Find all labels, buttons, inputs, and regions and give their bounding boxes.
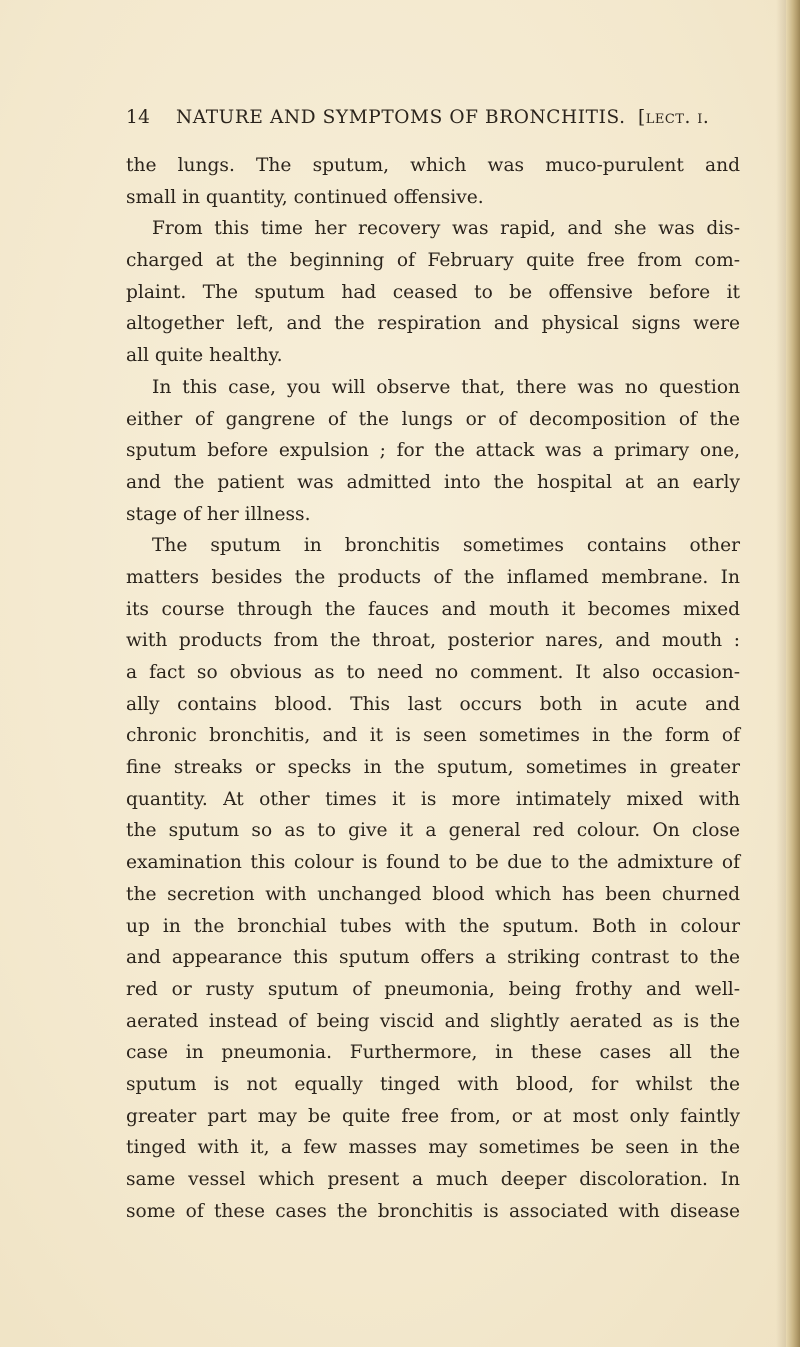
- text-line: the lungs. The sputum, which was muco-purulent and: [126, 155, 740, 176]
- text-line: greater part may be quite free from, or at most only faintly: [126, 1105, 740, 1127]
- text-line: tinged with it, a few masses may sometimes be seen in the: [126, 1137, 740, 1159]
- page-header: [126, 107, 741, 137]
- text-line: plaint. The sputum had ceased to be offensive before it: [126, 281, 740, 303]
- text-line: chronic bronchitis, and it is seen sometimes in the form of: [126, 725, 740, 747]
- text-line: with products from the throat, posterior nares, and mouth :: [126, 630, 740, 652]
- text-line: charged at the beginning of February quite free from com-: [126, 250, 740, 272]
- text-line: some of these cases the bronchitis is associated with disease: [126, 1200, 740, 1222]
- text-line: a fact so obvious as to need no comment. It also occasion-: [126, 662, 740, 683]
- text-line: same vessel which present a much deeper discoloration. In: [126, 1169, 740, 1190]
- text-line: its course through the fauces and mouth it becomes mixed: [126, 598, 740, 620]
- text-line: stage of her illness.: [126, 503, 311, 525]
- text-line: the sputum so as to give it a general red colour. On close: [126, 820, 740, 842]
- text-line: altogether left, and the respiration and physical signs were: [126, 313, 740, 335]
- lecture-marker: [lect. i.: [638, 107, 710, 128]
- body-text: [126, 150, 740, 1227]
- page-number: 14: [126, 107, 151, 128]
- text-line: ally contains blood. This last occurs both in acute and: [126, 693, 740, 715]
- text-line: the secretion with unchanged blood which has been churned: [126, 883, 740, 905]
- text-line: aerated instead of being viscid and slightly aerated as is the: [126, 1010, 740, 1032]
- page-gutter-shadow: [776, 0, 786, 1347]
- page-edge: [786, 0, 800, 1347]
- text-line: up in the bronchial tubes with the sputum. Both in colour: [126, 915, 740, 937]
- running-head: NATURE AND SYMPTOMS OF BRONCHITIS.: [176, 107, 626, 128]
- text-line: fine streaks or specks in the sputum, sometimes in greater: [126, 757, 740, 779]
- text-line: quantity. At other times it is more intimately mixed with: [126, 788, 740, 810]
- text-line: and the patient was admitted into the hospital at an early: [126, 471, 740, 493]
- text-line: all quite healthy.: [126, 345, 283, 367]
- text-line: small in quantity, continued offensive.: [126, 186, 484, 208]
- text-line: and appearance this sputum offers a striking contrast to the: [126, 947, 740, 969]
- text-line: either of gangrene of the lungs or of decomposition of the: [126, 408, 740, 430]
- text-line: red or rusty sputum of pneumonia, being frothy and well-: [126, 978, 740, 1000]
- text-line: examination this colour is found to be due to the admixture of: [126, 852, 740, 874]
- paragraph-first-line: In this case, you will observe that, there was no question: [152, 376, 740, 398]
- text-line: matters besides the products of the inflamed membrane. In: [126, 566, 740, 588]
- paragraph-first-line: From this time her recovery was rapid, and she was dis-: [152, 218, 740, 240]
- text-line: sputum before expulsion ; for the attack was a primary one,: [126, 440, 740, 462]
- text-line: sputum is not equally tinged with blood, for whilst the: [126, 1073, 740, 1095]
- paragraph-first-line: The sputum in bronchitis sometimes contains other: [152, 535, 740, 557]
- text-line: case in pneumonia. Furthermore, in these cases all the: [126, 1042, 740, 1064]
